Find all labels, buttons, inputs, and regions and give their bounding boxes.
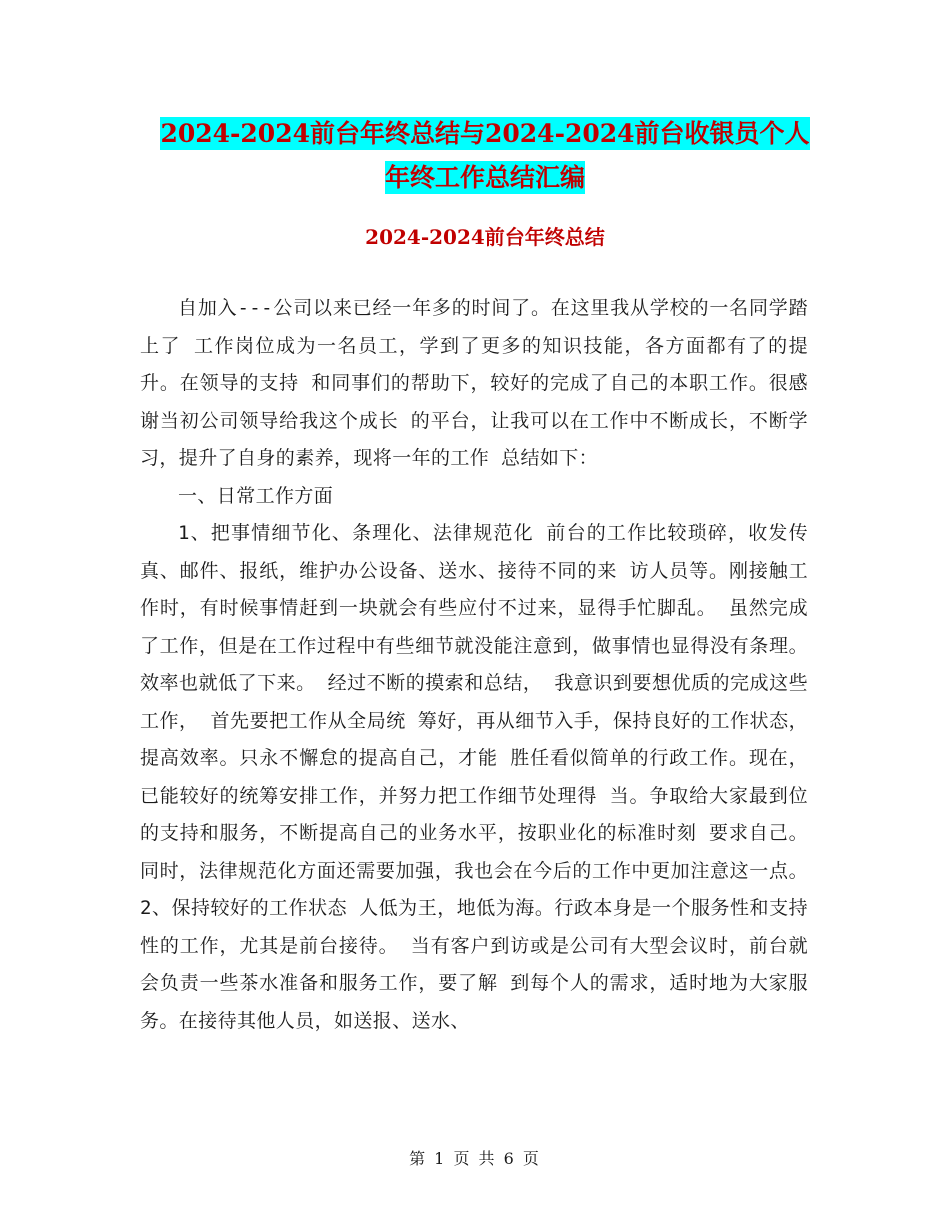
body-text [140,290,808,1040]
document-title-line-1: 2024-2024前台年终总结与2024-2024前台收银员个人 [160,119,810,148]
paragraph-heading-daily-work: 一、日常工作方面 [178,484,334,507]
paragraph-intro: 自加入---公司以来已经一年多的时间了。在这里我从学校的一名同学踏上了 工作岗位成为一名员工，学到了更多的知识技能，各方面都有了的提升。在领导的支持 和同事们的帮助下，较好的完成了自己的本职工作。很感谢当初公司领导给我这个成长 的平台，让我可以在工作中不断成长，不断学习，提升了自身的素养，现将一年的工作 总结如下： [140,297,808,469]
section-title: 2024-2024前台年终总结 [365,225,605,249]
page-footer: 第 1 页 共 6 页 [409,1149,541,1168]
document-title-line-2: 年终工作总结汇编 [384,163,585,192]
paragraph-details: 1、把事情细节化、条理化、法律规范化 前台的工作比较琐碎，收发传真、邮件、报纸，维护办公设备、送水、接待不同的来 访人员等。刚接触工作时，有时候事情赶到一块就会有些应付不过来，显得手忙脚乱。 虽然完成了工作，但是在工作过程中有些细节就没能注意到，做事情也显得没有条理。 效率也就低了下来。 经过不断的摸索和总结， 我意识到要想优质的完成这些工作， 首先要把工作从全局统 筹好，再从细节入手，保持良好的工作状态，提高效率。只永不懈怠的提高自己，才能 胜任看似简单的行政工作。现在，已能较好的统筹安排工作，并努力把工作细节处理得 当。争取给大家最到位的支持和服务，不断提高自己的业务水平，按职业化的标准时刻 要求自己。同时，法律规范化方面还需要加强，我也会在今后的工作中更加注意这一点。 2、保持较好的工作状态 人低为王，地低为海。行政本身是一个服务性和支持性的工作，尤其是前台接待。 当有客户到访或是公司有大型会议时，前台就会负责一些茶水准备和服务工作，要了解 到每个人的需求，适时地为大家服务。在接待其他人员，如送报、送水、 [140,522,808,1032]
document-title [140,112,830,200]
